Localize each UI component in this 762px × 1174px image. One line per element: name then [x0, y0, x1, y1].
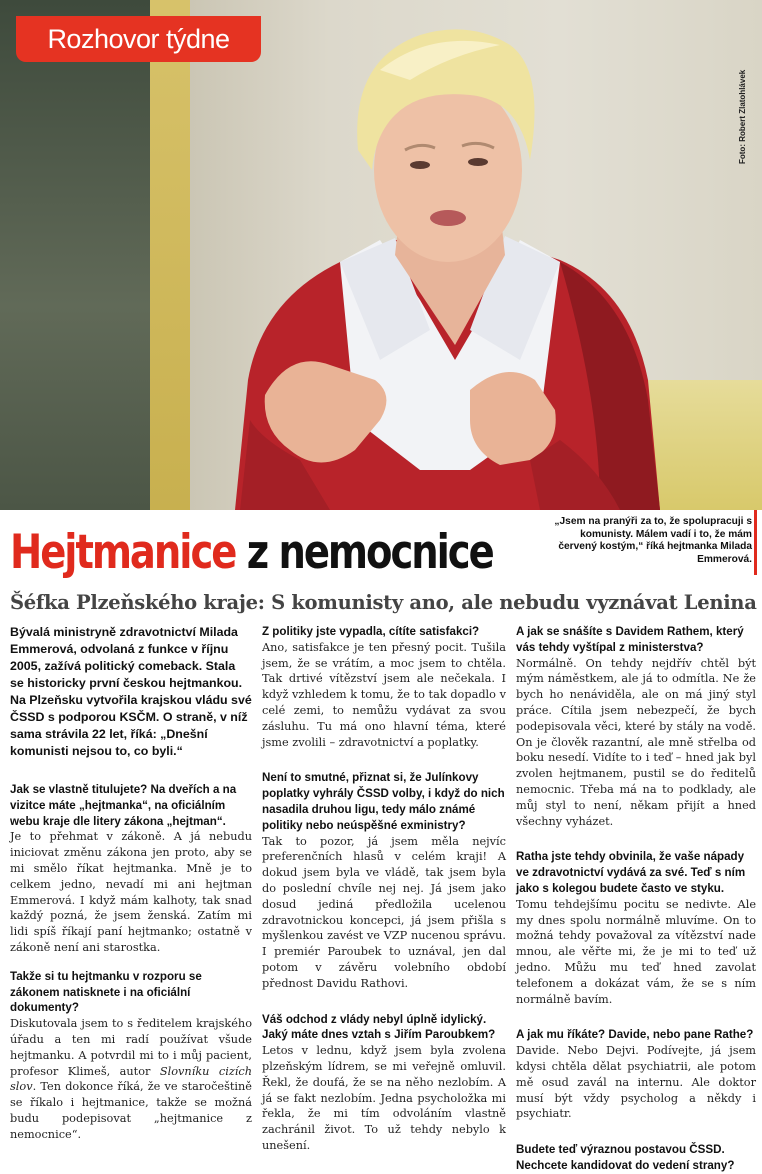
text-column-1 — [10, 624, 253, 1141]
interview-answer: Tak to pozor, já jsem měla nejvíc preferenčních hlasů v celém kraji! A dokud jsem byla ve vládě, tak jsem byla do poslední chvíle nej nej. Já jsem jako dosud jediná předložila ucelenou zdravotnickou koncepci, já jsem přišla s myšlenkou zavést ve VZP nucenou správu. I premiér Paroubek to uznával, jen dal potom v závěru volebního období přednost Davidu Rathovi. — [262, 834, 506, 990]
interview-question: Z politiky jste vypadla, cítíte satisfakci? — [262, 625, 480, 638]
interview-question: Není to smutné, přiznat si, že Julínkovy poplatky vyhrály ČSSD volby, i když do nich nasadila druhou ligu, tedy málo známé politiky nebo neúspěšné exministry? — [262, 771, 505, 832]
answer-text: . Ten dokonce říká, že ve staročeštině se říkalo i hejtmanice, takže se možná budu podepisovat „hejtmanice z nemocnice“. — [10, 1080, 252, 1141]
interview-question: Ratha jste tehdy obvinila, že vaše nápady ve zdravotnictví vydává za své. Teď s ním jako s kolegou budete často ve styku. — [516, 850, 746, 895]
portrait-illustration — [0, 0, 762, 510]
interview-question: A jak se snášíte s Davidem Rathem, který vás tehdy vyštípal z ministerstva? — [516, 625, 744, 654]
photo-credit: Foto: Robert Zlatohlávek — [738, 69, 747, 164]
interview-question: Váš odchod z vlády nebyl úplně idylický. Jaký máte dnes vztah s Jiřím Paroubkem? — [262, 1012, 496, 1042]
photo-caption: „Jsem na pranýři za to, že spolupracuji s komunisty. Málem vadí i to, že mám červený kostým,“ říká hejtmanka Milada Emmerová. — [554, 516, 752, 565]
mouth — [430, 210, 466, 226]
book-title: Slovníku cizích slov — [10, 1064, 253, 1094]
interview-answer: Letos v lednu, když jsem byla zvolena plzeňským lídrem, se mi veřejně omluvil. Řekl, že doufá, že se na něho nezlobím. A já se fakt nezlobím. Jedna psycholožka mi řekla, že mi tím odvoláním vlastně zachránil život. To už tehdy nebylo k unešení. — [262, 1044, 506, 1152]
interview-question: Jak se vlastně titulujete? Na dveřích a na vizitce máte „hejtmanka“, na oficiálním webu kraje dle litery zákona „hejtman“. — [10, 783, 237, 828]
interview-answer: Tomu tehdejšímu pocitu se nedivte. Ale my dnes spolu normálně mluvíme. On to možná tehdy považoval za vítězství nade mnou, ale věřte mi, že je mi to teď už jedno. Můžu mu teď hned zavolat telefonem a dokázat vám, že se s ním normálně bavím. — [516, 897, 756, 1006]
left-eye — [410, 161, 430, 169]
interview-question: A jak mu říkáte? Davide, nebo pane Rathe? — [516, 1028, 754, 1042]
answer-text: Diskutovala jsem to s ředitelem krajského úřadu a ten mi radí používat všude hejtmanku. A potvrdil mi to i můj pacient, profesor Klimeš, autor — [10, 1017, 252, 1078]
headline-red-part: Hejtmanice — [10, 525, 236, 580]
article-subheadline: Šéfka Plzeňského kraje: S komunisty ano, ale nebudu vyznávat Lenina — [10, 591, 757, 614]
text-column-2 — [262, 624, 506, 1152]
article-lead: Bývalá ministryně zdravotnictví Milada Emmerová, odvolaná z funkce v říjnu 2005, zažívá politický comeback. Stala se historicky první českou hejtmankou. Na Plzeňsku vytvořila krajskou vládu své ČSSD s podporou KSČM. O straně, v níž sama strávila 22 let, říká: „Dnešní komunisti nejsou to, co byli.“ — [10, 625, 252, 758]
article-headline — [10, 522, 493, 584]
interview-answer: Normálně. On tehdy nejdřív chtěl být mým náměstkem, ale já to odmítla. Ne že bych ho nenáviděla, ale on má jiný styl práce. Cítila jsem nebezpečí, že bych podepisovala věci, které by stály na vodě. On je člověk razantní, ale mně střelba od boku nesedí. Vidíte to i teď – hned jak byl zvolen hejtmanem, pustil se do ředitelů nemocnic. Třeba má na to podklady, ale můj styl to není, někam přijít a hned všechny vyházet. — [516, 656, 756, 828]
interview-question: Budete teď výraznou postavou ČSSD. Nechcete kandidovat do vedení strany? — [516, 1143, 735, 1172]
interview-answer: Ano, satisfakce je ten přesný pocit. Tušila jsem, že se vrátím, a moc jsem to chtěla. Tak drtivé vítězství jsem ale nečekala. I když vzhledem k tomu, že to tak dopadlo v celé zemi, to nemůžu vydávat za svou zásluhu. Tu má ono hlavní téma, které jsme zvolili – zdravotnictví a poplatky. — [262, 640, 506, 749]
interview-answer: Je to přehmat v zákoně. A já nebudu iniciovat změnu zákona jen proto, aby se mi smělo říkat hejtmanka. Mně je to celkem jedno, nevadí mi ani hejtman Emmerová. I když mám kalhoty, tak snad každý pozná, že jsem ženská. Zatím mi lidi spíš říkají paní hejtmanko; ostatně v zákoně není ani starostka. — [10, 830, 252, 954]
caption-accent-bar — [754, 510, 757, 575]
interview-answer: Davide. Nebo Dejvi. Podívejte, já jsem kdysi chtěla dělat psychiatrii, ale potom mě osud zavál na internu. Ale doktor musí být vždy psycholog a někdy i psychiatr. — [516, 1044, 756, 1121]
section-tag: Rozhovor týdne — [16, 16, 261, 62]
interview-answer — [10, 1016, 252, 1142]
interview-question: Takže si tu hejtmanku v rozporu se zákonem natisknete i na oficiální dokumenty? — [10, 969, 202, 1015]
hero-photo — [0, 0, 762, 510]
headline-black-part: z nemocnice — [235, 525, 493, 580]
right-eye — [468, 158, 488, 166]
text-column-3 — [516, 624, 756, 1172]
